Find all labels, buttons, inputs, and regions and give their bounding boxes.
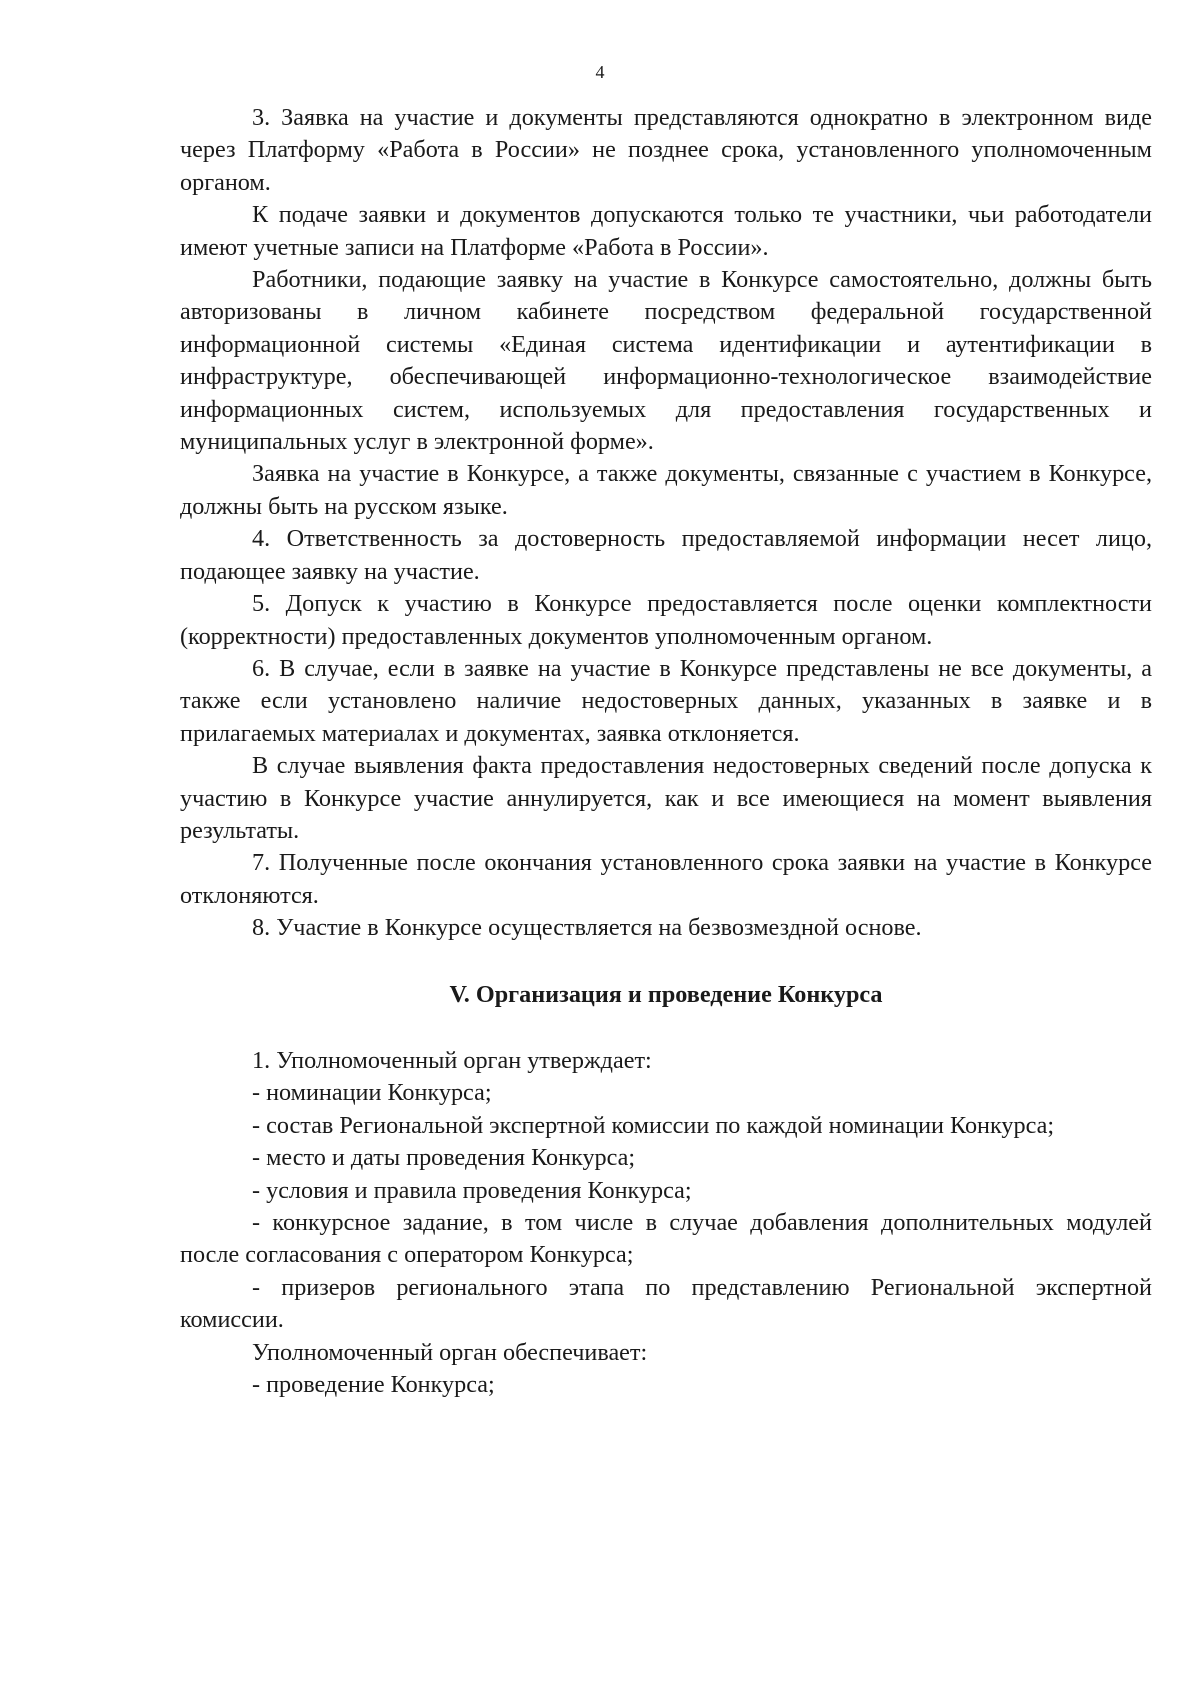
paragraph: Заявка на участие в Конкурсе, а также документы, связанные с участием в Конкурсе, должны быть на русском языке.	[180, 460, 1152, 520]
page-number: 4	[595, 62, 605, 82]
paragraph: 6. В случае, если в заявке на участие в Конкурсе представлены не все документы, а также если установлено наличие недостоверных данных, указанных в заявке и в прилагаемых материалах и документах, заявка отклоняется.	[180, 654, 1152, 747]
paragraph: К подаче заявки и документов допускаются только те участники, чьи работодатели имеют учетные записи на Платформе «Работа в России».	[180, 201, 1152, 261]
paragraph: 3. Заявка на участие и документы представляются однократно в электронном виде через Платформу «Работа в России» не позднее срока, установленного уполномоченным органом.	[180, 104, 1152, 196]
paragraph: Уполномоченный орган обеспечивает:	[252, 1338, 648, 1366]
paragraph: 1. Уполномоченный орган утверждает:	[252, 1046, 652, 1074]
paragraph: 7. Полученные после окончания установленного срока заявки на участие в Конкурсе отклоняются.	[180, 849, 1152, 909]
list-item: - номинации Конкурса;	[252, 1079, 492, 1107]
paragraph: 5. Допуск к участию в Конкурсе предоставляется после оценки комплектности (корректности) предоставленных документов уполномоченным органом.	[180, 590, 1152, 650]
list-item: - условия и правила проведения Конкурса;	[252, 1176, 692, 1204]
document-body	[180, 102, 1152, 1401]
section-heading: V. Организация и проведение Конкурса	[449, 980, 883, 1008]
list-item: - проведение Конкурса;	[252, 1371, 495, 1399]
paragraph: Работники, подающие заявку на участие в Конкурсе самостоятельно, должны быть авторизованы в личном кабинете посредством федеральной государственной информационной системы «Единая система идентификации и аутентификации в инфраструктуре, обеспечивающей информационно-технологическое взаимодействие информационных систем, используемых для предоставления государственных и муниципальных услуг в электронной форме».	[180, 266, 1152, 456]
paragraph: В случае выявления факта предоставления недостоверных сведений после допуска к участию в Конкурсе участие аннулируется, как и все имеющиеся на момент выявления результаты.	[180, 752, 1152, 844]
paragraph: 4. Ответственность за достоверность предоставляемой информации несет лицо, подающее заявку на участие.	[180, 525, 1152, 585]
list-item: - место и даты проведения Конкурса;	[252, 1144, 636, 1172]
paragraph: 8. Участие в Конкурсе осуществляется на безвозмездной основе.	[252, 914, 922, 942]
list-item: - призеров регионального этапа по представлению Региональной экспертной комиссии.	[180, 1273, 1152, 1334]
list-item: - состав Региональной экспертной комиссии по каждой номинации Конкурса;	[252, 1111, 1055, 1139]
list-item: - конкурсное задание, в том числе в случае добавления дополнительных модулей после согласования с оператором Конкурса;	[180, 1209, 1152, 1269]
